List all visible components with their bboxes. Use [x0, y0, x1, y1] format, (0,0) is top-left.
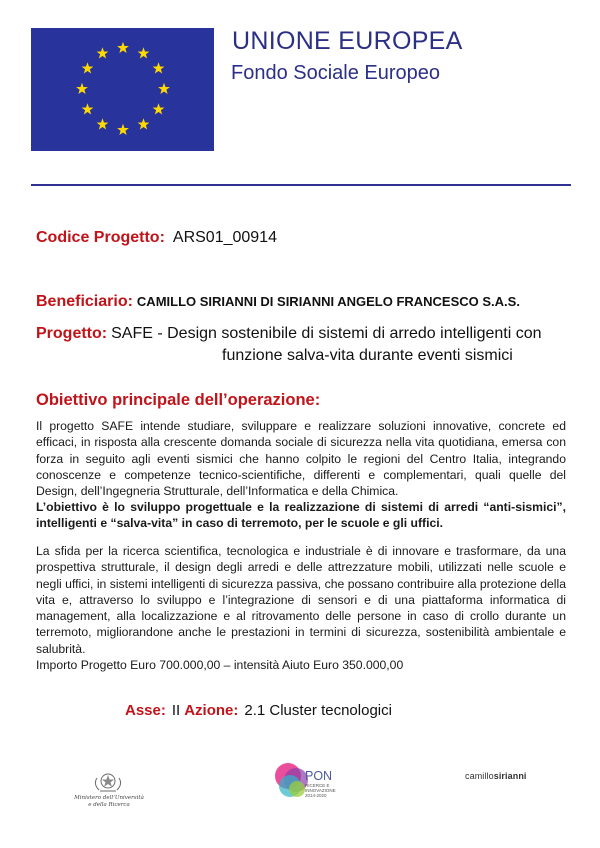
- project-code-value: ARS01_00914: [172, 229, 277, 246]
- eu-flag-icon: [31, 28, 214, 151]
- project-code: [36, 229, 277, 247]
- asse-value: II: [171, 702, 181, 719]
- azione-value: 2.1 Cluster tecnologici: [244, 702, 392, 719]
- axis-action: [125, 702, 396, 719]
- project-title: [36, 325, 542, 343]
- eu-star-icon: [158, 83, 170, 94]
- objective-paragraph-1: Il progetto SAFE intende studiare, sviluppare e realizzare soluzioni innovative, concrete ed efficaci, in risposta alla crescente domanda sociale di sicurezza nella vita quotidiana, emersa con forza in seguito agli eventi sismici che hanno colpito le regioni del Centro Italia, integrando conoscenze e competenze tecnico-scientifiche, differenti e complementari, quali quelle del Design, dell’Ingegneria Strutturale, dell’Informatica e della Chimica.: [36, 419, 566, 499]
- eu-star-icon: [82, 62, 94, 73]
- eu-star-icon: [82, 103, 94, 114]
- funding-amount: Importo Progetto Euro 700.000,00 – intensità Aiuto Euro 350.000,00: [36, 658, 404, 672]
- eu-title: UNIONE EUROPEA: [232, 27, 463, 55]
- objective-paragraph-3: La sfida per la ricerca scientifica, tecnologica e industriale è di innovare e trasformare, da una prospettiva strutturale, il design degli arredi e delle attrezzature mobili, utilizzati nelle scuole e negli uffici, in sistemi intelligenti di sicurezza passiva, che possano contribuire alla protezione della vita e, attraverso lo sviluppo e l’integrazione di sensori e di una piattaforma informatica di management, alla localizzazione e al ritrovamento delle persone in caso di crollo durante un terremoto, migliorandone anche le prestazioni in termini di sicurezza, sostenibilità ambientale e salubrità.: [36, 544, 566, 656]
- eu-star-icon: [153, 62, 165, 73]
- header-divider: [31, 184, 571, 186]
- ministry-line1: Ministero dell’Università: [74, 795, 144, 801]
- project-label: Progetto:: [36, 325, 108, 342]
- beneficiary-label: Beneficiario:: [36, 293, 133, 310]
- project-value-line1: SAFE - Design sostenibile di sistemi di arredo intelligenti con: [111, 325, 542, 342]
- asse-label: Asse:: [125, 702, 166, 719]
- objective-paragraph-2: L’obiettivo è lo sviluppo progettuale e la realizzazione di sistemi di arredi “anti-sismici”, intelligenti e “salva-vita” in caso di terremoto, per le scuole e gli uffici.: [36, 500, 566, 531]
- company-suffix: sirianni: [493, 771, 527, 781]
- company-logo: [465, 771, 527, 781]
- eu-star-icon: [153, 103, 165, 114]
- eu-star-icon: [97, 47, 109, 58]
- eu-star-icon: [117, 42, 129, 53]
- project-value-line2: funzione salva-vita durante eventi sismici: [222, 347, 513, 364]
- project-code-label: Codice Progetto:: [36, 229, 165, 246]
- eu-star-icon: [138, 118, 150, 129]
- objective-heading: Obiettivo principale dell’operazione:: [36, 391, 321, 409]
- ministry-line2: e della Ricerca: [88, 802, 130, 808]
- pon-subtitle: RICERCE E INNOVAZIONE 2014-2020: [305, 783, 336, 798]
- eu-star-icon: [117, 124, 129, 135]
- eu-star-icon: [76, 83, 88, 94]
- eu-subtitle: Fondo Sociale Europeo: [231, 62, 441, 84]
- ministry-caption: [73, 795, 145, 809]
- eu-star-icon: [97, 118, 109, 129]
- azione-label: Azione:: [184, 702, 239, 719]
- pon-name: PON: [305, 769, 333, 783]
- beneficiary-value: CAMILLO SIRIANNI DI SIRIANNI ANGELO FRANCESCO S.A.S.: [136, 294, 520, 309]
- company-prefix: camillo: [465, 771, 494, 781]
- beneficiary: [36, 293, 520, 311]
- eu-star-icon: [138, 47, 150, 58]
